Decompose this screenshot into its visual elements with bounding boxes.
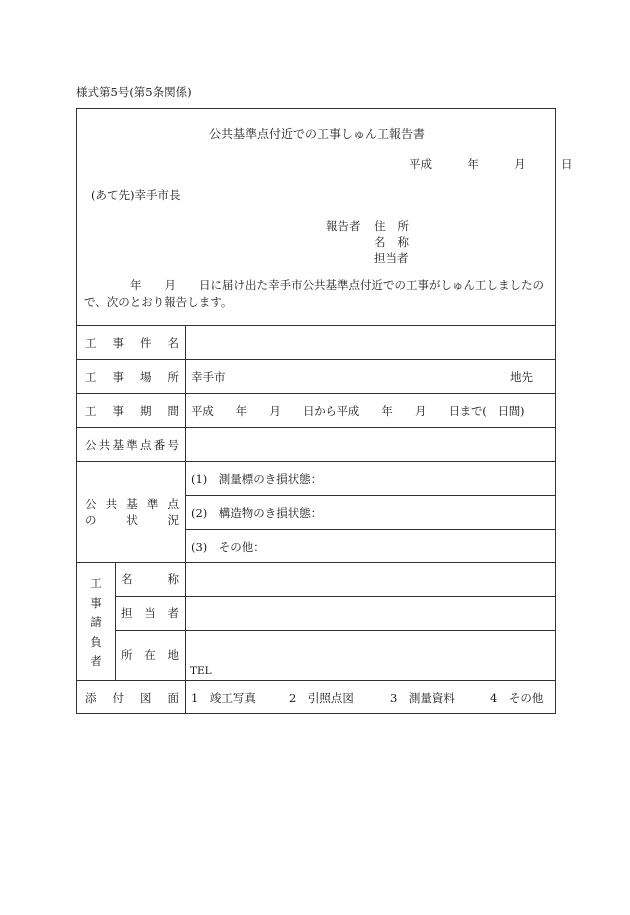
contractor-person-label: 担 当 者: [121, 606, 179, 620]
row-divider: [77, 680, 555, 681]
intro-text: 年 月 日に届け出た幸手市公共基準点付近での工事がしゅん工しましたので、次のとおり報告します。: [84, 278, 544, 309]
form-reference: 様式第5号(第5条関係): [76, 85, 192, 99]
date-year: 年: [467, 157, 479, 171]
reporter-contact-label: 担当者: [374, 251, 409, 265]
point-number-field[interactable]: [187, 428, 553, 461]
date-line: [409, 156, 572, 172]
row-divider: [77, 562, 555, 563]
reporter-name-label: 名 称: [374, 235, 409, 249]
contractor-side-label: 工 事 請 負 者: [90, 576, 102, 668]
point-number-label: 公 共 基 準 点 番 号: [85, 438, 179, 452]
row-divider: [185, 529, 555, 530]
date-month: 月: [514, 157, 526, 171]
attachment-item-4: 4 その他: [490, 691, 544, 705]
row-divider: [77, 461, 555, 462]
row-divider: [185, 495, 555, 496]
point-status-label-1: 公 共 基 準 点: [85, 497, 179, 511]
row-divider: [77, 359, 555, 360]
project-place-label: 工 事 場 所: [85, 370, 179, 384]
status-item-2: (2) 構造物のき損状態：: [191, 506, 323, 520]
contractor-name-label: 名 称: [121, 572, 179, 586]
contractor-tel-label: TEL: [190, 665, 212, 677]
date-day: 日: [560, 157, 573, 171]
period-text: 平成 年 月 日から平成 年 月 日まで( 日間): [191, 404, 525, 418]
attachment-item-2: 2 引照点図: [289, 691, 354, 705]
reporter-prefix: 報告者: [326, 219, 361, 233]
column-divider: [115, 562, 116, 680]
contractor-location-label: 所 在 地: [121, 648, 179, 662]
status-item-1: (1) 測量標のき損状態：: [191, 472, 323, 486]
addressee: (あて先)幸手市長: [91, 188, 181, 202]
project-period-label: 工 事 期 間: [85, 404, 179, 418]
attachment-item-1: 1 竣工写真: [191, 691, 256, 705]
reporter-address-label: 住 所: [374, 219, 409, 233]
place-suffix: 地先: [510, 370, 533, 384]
report-form: [76, 108, 573, 714]
place-city: 幸手市: [191, 370, 226, 384]
form-title: 公共基準点付近での工事しゅん工報告書: [208, 127, 425, 141]
column-divider: [185, 325, 186, 714]
project-name-label: 工 事 件 名: [85, 336, 179, 350]
date-era: 平成: [409, 157, 432, 171]
row-divider: [115, 596, 555, 597]
row-divider: [77, 393, 555, 394]
project-name-field[interactable]: [187, 326, 553, 359]
status-item-3: (3) その他：: [191, 540, 265, 554]
attachment-item-3: 3 測量資料: [390, 691, 455, 705]
attachments-label: 添 付 図 面: [85, 691, 179, 705]
row-divider: [115, 630, 555, 631]
point-status-label-2: の 状 況: [85, 513, 179, 527]
